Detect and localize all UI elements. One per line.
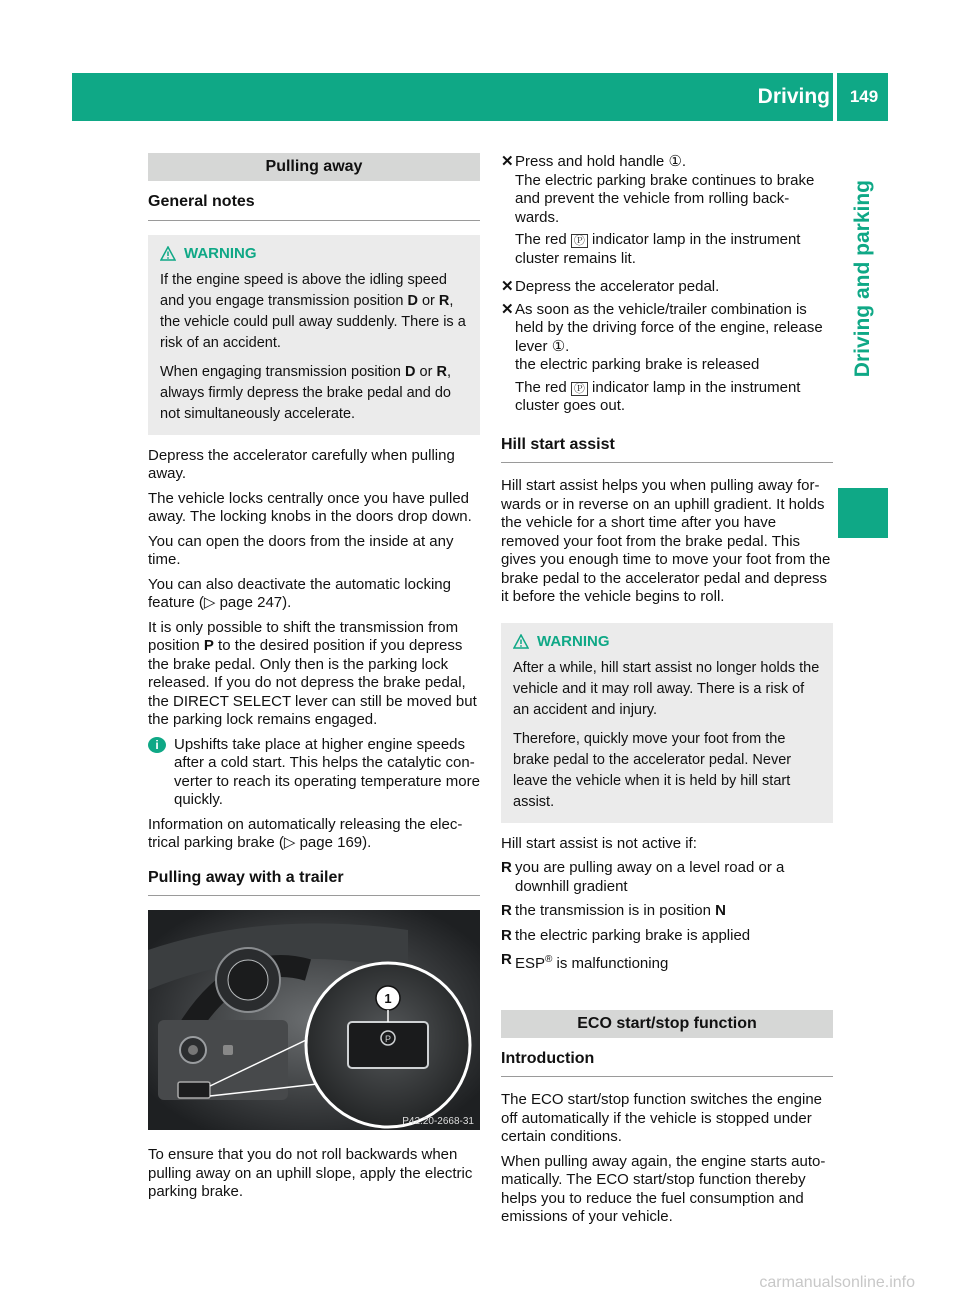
step-item: ✕ As soon as the vehicle/trailer combination is held by the driving force of the engine, release lever ①. the electric parking brake is released The red Ⓟ indicator lamp in the instrument cluster goes out. <box>501 301 833 422</box>
heading-trailer: Pulling away with a trailer <box>148 869 480 897</box>
heading-introduction: Introduction <box>501 1050 833 1078</box>
warning-triangle-icon <box>513 634 529 649</box>
paragraph: Hill start assist is not active if: <box>501 834 697 852</box>
warning-title-text: WARNING <box>184 244 257 262</box>
warning-text: When engaging transmission position D or R, always firmly depress the brake pedal and do not simultaneously accelerate. <box>160 363 451 422</box>
callout-ref: ① <box>668 153 682 170</box>
right-column <box>501 153 833 1233</box>
section-title-pulling-away: Pulling away <box>148 153 480 181</box>
side-chapter-label: Driving and parking <box>851 180 874 378</box>
step-item: ✕ Depress the accelerator pedal. <box>501 278 720 295</box>
info-note <box>148 736 480 810</box>
paragraph-page-ref[interactable]: Information on automatically releasing the elec- trical parking brake (▷ page 169). <box>148 815 463 851</box>
section-title-eco: ECO start/stop function <box>501 1010 833 1038</box>
warning-box <box>501 623 833 823</box>
step-arrow-icon: ✕ <box>501 278 514 295</box>
warning-text: Therefore, quickly move your foot from the brake pedal to the accelerator pedal. Never leave the vehicle when it is held by hill start assist. <box>513 730 792 810</box>
callout-ref: ① <box>551 337 566 355</box>
heading-hill-start-assist: Hill start assist <box>501 436 833 464</box>
warning-title <box>513 631 821 652</box>
parking-brake-photo <box>148 910 480 1130</box>
side-tab-marker <box>838 488 888 538</box>
warning-title <box>160 243 468 264</box>
left-column <box>148 153 480 1208</box>
paragraph: You can open the doors from the inside at any time. <box>148 532 454 568</box>
list-item: R the electric parking brake is applied <box>501 926 751 944</box>
parking-brake-indicator-icon: Ⓟ <box>571 382 588 396</box>
bullet-icon: R <box>501 951 512 968</box>
step-arrow-icon: ✕ <box>501 300 514 318</box>
footer-watermark: carmanualsonline.info <box>759 1274 915 1291</box>
paragraph: Depress the accelerator carefully when pulling away. <box>148 446 455 482</box>
parking-brake-indicator-icon: Ⓟ <box>571 234 588 248</box>
paragraph: Hill start assist helps you when pulling away for- wards or in reverse on an uphill gradient. It holds the vehicle for a short time after you have removed your foot from the brake pedal. This gives you enough time to move your foot from the brake pedal to the accelerator pedal and depress it before the vehicle begins to roll. <box>501 477 831 605</box>
page-number: 149 <box>849 87 879 106</box>
bullet-icon: R <box>501 859 512 876</box>
paragraph-page-ref[interactable]: You can also deactivate the automatic locking feature (▷ page 247). <box>148 575 451 611</box>
warning-title-text: WARNING <box>537 632 610 650</box>
paragraph: When pulling away again, the engine starts auto- matically. The ECO start/stop function thereby helps you to reduce the fuel consumption and emissions of your vehicle. <box>501 1152 826 1225</box>
warning-text: After a while, hill start assist no longer holds the vehicle and it may roll away. There is a risk of an accident and injury. <box>513 659 820 718</box>
list-item: R you are pulling away on a level road or a downhill gradient <box>501 859 785 895</box>
bullet-icon: R <box>501 926 512 944</box>
step-item: ✕ Press and hold handle ①. The electric parking brake continues to brake and prevent the vehicle from rolling back- wards. The red Ⓟ indicator lamp in the instrument cluster remains lit. <box>501 153 833 274</box>
info-icon: i <box>148 737 166 753</box>
step-result: the electric parking brake is released <box>515 356 760 373</box>
chapter-title: Driving <box>757 85 830 108</box>
step-note: The red Ⓟ indicator lamp in the instrument cluster remains lit. <box>515 231 801 267</box>
step-note: The red Ⓟ indicator lamp in the instrument cluster goes out. <box>515 378 801 414</box>
paragraph: The ECO start/stop function switches the engine off automatically if the vehicle is stopped under certain conditions. <box>501 1091 822 1145</box>
step-arrow-icon: ✕ <box>501 153 514 170</box>
dashboard-illustration <box>148 910 480 1130</box>
paragraph: To ensure that you do not roll backwards when pulling away on an uphill slope, apply the electric parking brake. <box>148 1146 473 1200</box>
warning-triangle-icon <box>160 246 176 261</box>
heading-general-notes: General notes <box>148 193 480 221</box>
header-separator <box>833 73 837 121</box>
info-text: Upshifts take place at higher engine speeds after a cold start. This helps the catalytic con- verter to reach its operating temperature more quickly. <box>174 735 480 808</box>
side-chapter-tab <box>838 180 888 520</box>
paragraph: The vehicle locks centrally once you have pulled away. The locking knobs in the doors drop down. <box>148 489 472 525</box>
svg-text:P: P <box>384 1034 392 1044</box>
paragraph: It is only possible to shift the transmission from position P to the desired position if you depress the brake pedal. Only then is the parking lock released. If you do not depress the brake pedal, the DIRECT SELECT lever can still be moved but the parking lock remains engaged. <box>148 618 477 728</box>
list-item: R ESP® is malfunctioning <box>501 951 669 972</box>
step-result: The electric parking brake continues to brake and prevent the vehicle from rolling back- wards. <box>515 171 815 226</box>
bullet-icon: R <box>501 902 512 919</box>
warning-box <box>148 235 480 435</box>
warning-text: If the engine speed is above the idling speed and you engage transmission position D or R, the vehicle could pull away suddenly. There is a risk of an accident. <box>160 271 466 351</box>
list-item: R the transmission is in position N <box>501 902 726 919</box>
photo-code: P42.20-2668-31 <box>402 1116 474 1127</box>
callout-1: 1 <box>384 991 392 1006</box>
